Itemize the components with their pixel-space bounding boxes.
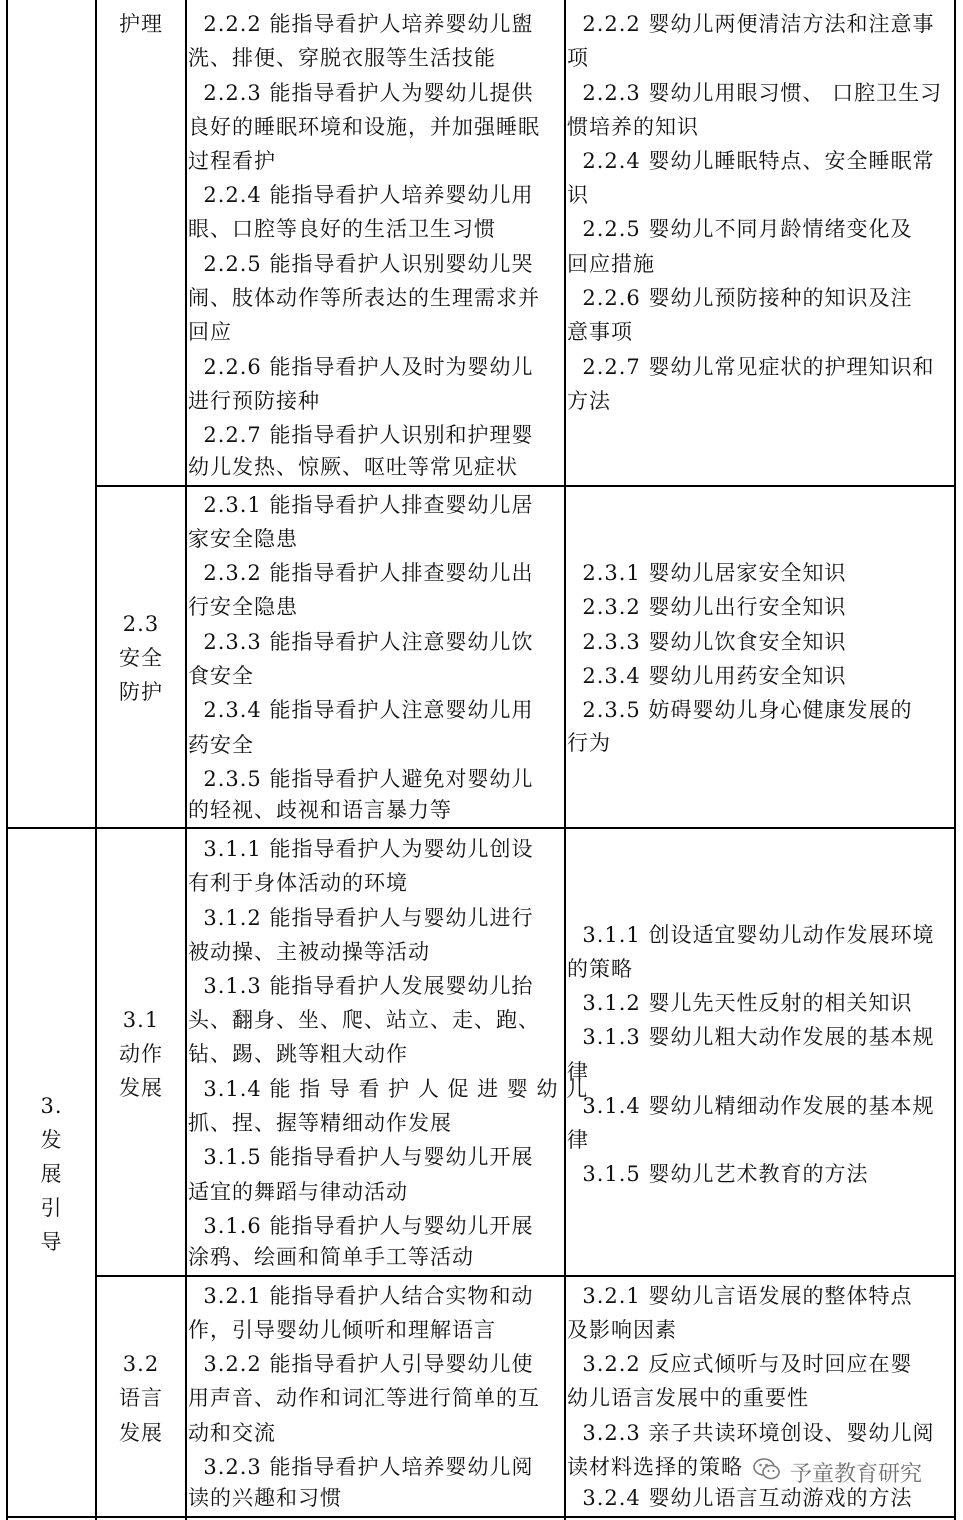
knowledge-line: 3.2.4 婴幼儿语言互动游戏的方法 [567, 1486, 913, 1510]
subcategory-line: 发展 [119, 1421, 163, 1445]
knowledge-line: 2.2.5 婴幼儿不同月龄情绪变化及 [567, 217, 913, 241]
skill-line: 钻、踢、跳等粗大动作 [188, 1042, 408, 1066]
skill-line: 抓、捏、握等精细动作发展 [188, 1111, 452, 1135]
knowledge-line: 3.2.2 反应式倾听与及时回应在婴 [567, 1352, 913, 1376]
knowledge-line: 2.2.7 婴幼儿常见症状的护理知识和 [567, 355, 935, 379]
skill-line: 闹、肢体动作等所表达的生理需求并 [188, 286, 540, 310]
skill-line: 家安全隐患 [188, 527, 298, 551]
skill-line: 动和交流 [188, 1421, 276, 1445]
knowledge-line: 行为 [567, 731, 611, 755]
skill-line: 2.2.6 能指导看护人及时为婴幼儿 [188, 355, 534, 379]
knowledge-line: 项 [567, 46, 589, 70]
skill-line: 3.2.3 能指导看护人培养婴幼儿阅 [188, 1455, 534, 1479]
subcategory-line: 安全 [119, 646, 163, 670]
knowledge-line: 2.3.2 婴幼儿出行安全知识 [567, 595, 847, 619]
subcategory-line: 2.3 [122, 612, 160, 636]
skill-line: 2.3.3 能指导看护人注意婴幼儿饮 [188, 630, 534, 654]
skill-line: 用声音、动作和词汇等进行简单的互 [188, 1386, 540, 1410]
skill-line: 眼、口腔等良好的生活卫生习惯 [188, 217, 496, 241]
knowledge-line: 3.1.5 婴幼儿艺术教育的方法 [567, 1162, 869, 1186]
skill-line: 3.2.1 能指导看护人结合实物和动 [188, 1284, 534, 1308]
knowledge-line: 3.1.3 婴幼儿粗大动作发展的基本规 [567, 1025, 935, 1049]
grid-line [6, 827, 956, 829]
skill-line: 2.3.1 能指导看护人排查婴幼儿居 [188, 493, 534, 517]
skill-line: 3.2.2 能指导看护人引导婴幼儿使 [188, 1352, 534, 1376]
skill-line: 读的兴趣和习惯 [188, 1486, 342, 1510]
skill-line: 过程看护 [188, 149, 276, 173]
subcategory-line: 3.2 [122, 1352, 160, 1376]
subcategory-line: 3.1 [122, 1008, 160, 1032]
skill-line: 3.1.5 能指导看护人与婴幼儿开展 [188, 1145, 534, 1169]
grid-line [564, 0, 566, 1520]
grid-line [95, 0, 97, 1520]
skill-line: 2.2.3 能指导看护人为婴幼儿提供 [188, 81, 534, 105]
knowledge-line: 识 [567, 183, 589, 207]
category-line: 引 [40, 1196, 63, 1220]
category-line: 展 [40, 1162, 63, 1186]
skill-line: 2.3.4 能指导看护人注意婴幼儿用 [188, 698, 534, 722]
grid-line [95, 485, 956, 487]
knowledge-line: 回应措施 [567, 252, 655, 276]
knowledge-line: 2.2.2 婴幼儿两便清洁方法和注意事 [567, 12, 935, 36]
skill-line: 3.1.2 能指导看护人与婴幼儿进行 [188, 906, 534, 930]
knowledge-line: 3.2.1 婴幼儿言语发展的整体特点 [567, 1284, 913, 1308]
skill-line: 进行预防接种 [188, 389, 320, 413]
knowledge-line: 3.2.3 亲子共读环境创设、婴幼儿阅 [567, 1421, 935, 1445]
knowledge-line: 律 [567, 1060, 589, 1084]
category-line: 3. [40, 1094, 63, 1118]
grid-line [185, 0, 187, 1520]
category-line: 导 [40, 1230, 63, 1254]
knowledge-line: 2.3.5 妨碍婴幼儿身心健康发展的 [567, 698, 913, 722]
subcategory-line: 语言 [119, 1386, 163, 1410]
skill-line: 的轻视、歧视和语言暴力等 [188, 798, 452, 822]
skill-line: 3.1.3 能指导看护人发展婴幼儿抬 [188, 974, 534, 998]
knowledge-line: 2.3.1 婴幼儿居家安全知识 [567, 561, 847, 585]
subcategory-line: 发展 [119, 1076, 163, 1100]
skill-line: 涂鸦、绘画和简单手工等活动 [188, 1245, 474, 1269]
knowledge-line: 2.2.3 婴幼儿用眼习惯、 口腔卫生习 [567, 81, 943, 105]
skill-line: 2.2.7 能指导看护人识别和护理婴 [188, 423, 534, 447]
skill-line: 2.2.5 能指导看护人识别婴幼儿哭 [188, 252, 534, 276]
knowledge-line: 幼儿语言发展中的重要性 [567, 1386, 809, 1410]
knowledge-line: 及影响因素 [567, 1318, 677, 1342]
skill-line: 被动操、主被动操等活动 [188, 940, 430, 964]
knowledge-line: 3.1.1 创设适宜婴幼儿动作发展环境 [567, 923, 935, 947]
subcategory-line: 防护 [119, 680, 163, 704]
knowledge-line: 的策略 [567, 957, 633, 981]
skill-line: 食安全 [188, 664, 254, 688]
grid-line [6, 1516, 956, 1518]
knowledge-line: 律 [567, 1128, 589, 1152]
category-line: 发 [40, 1128, 63, 1152]
subcategory-label: 护理 [119, 12, 163, 36]
knowledge-line: 2.3.3 婴幼儿饮食安全知识 [567, 630, 847, 654]
skill-line: 药安全 [188, 733, 254, 757]
skill-line: 适宜的舞蹈与律动活动 [188, 1180, 408, 1204]
skill-line: 行安全隐患 [188, 595, 298, 619]
skill-line: 3.1.1 能指导看护人为婴幼儿创设 [188, 837, 534, 861]
knowledge-line: 2.2.4 婴幼儿睡眠特点、安全睡眠常 [567, 149, 935, 173]
skill-line: 良好的睡眠环境和设施，并加强睡眠 [188, 115, 540, 139]
skill-line: 2.3.2 能指导看护人排查婴幼儿出 [188, 561, 534, 585]
skill-line: 2.2.2 能指导看护人培养婴幼儿盥 [188, 12, 534, 36]
skill-line: 幼儿发热、惊厥、呕吐等常见症状 [188, 455, 518, 479]
skill-line: 3.1.6 能指导看护人与婴幼儿开展 [188, 1214, 534, 1238]
skill-line: 回应 [188, 320, 232, 344]
skill-line: 洗、排便、穿脱衣服等生活技能 [188, 46, 496, 70]
knowledge-line: 读材料选择的策略 [567, 1455, 743, 1479]
skill-line: 3.1.4 能 指 导 看 护 人 促 进 婴 幼 儿 [188, 1077, 589, 1101]
skill-line: 2.3.5 能指导看护人避免对婴幼儿 [188, 767, 534, 791]
knowledge-line: 意事项 [567, 320, 633, 344]
knowledge-line: 3.1.2 婴儿先天性反射的相关知识 [567, 991, 913, 1015]
grid-line [95, 1275, 956, 1277]
knowledge-line: 2.2.6 婴幼儿预防接种的知识及注 [567, 286, 913, 310]
skill-line: 头、翻身、坐、爬、站立、走、跑、 [188, 1008, 540, 1032]
grid-line [6, 0, 8, 1520]
knowledge-line: 3.1.4 婴幼儿精细动作发展的基本规 [567, 1094, 935, 1118]
watermark-text: 予童教育研究 [790, 1461, 923, 1487]
knowledge-line: 惯培养的知识 [567, 115, 699, 139]
knowledge-line: 2.3.4 婴幼儿用药安全知识 [567, 664, 847, 688]
watermark [752, 1454, 922, 1490]
wechat-icon [752, 1454, 782, 1490]
subcategory-line: 动作 [119, 1042, 163, 1066]
knowledge-line: 方法 [567, 389, 611, 413]
grid-line [954, 0, 956, 1520]
skill-line: 有利于身体活动的环境 [188, 871, 408, 895]
skill-line: 2.2.4 能指导看护人培养婴幼儿用 [188, 183, 534, 207]
skill-line: 作，引导婴幼儿倾听和理解语言 [188, 1318, 496, 1342]
